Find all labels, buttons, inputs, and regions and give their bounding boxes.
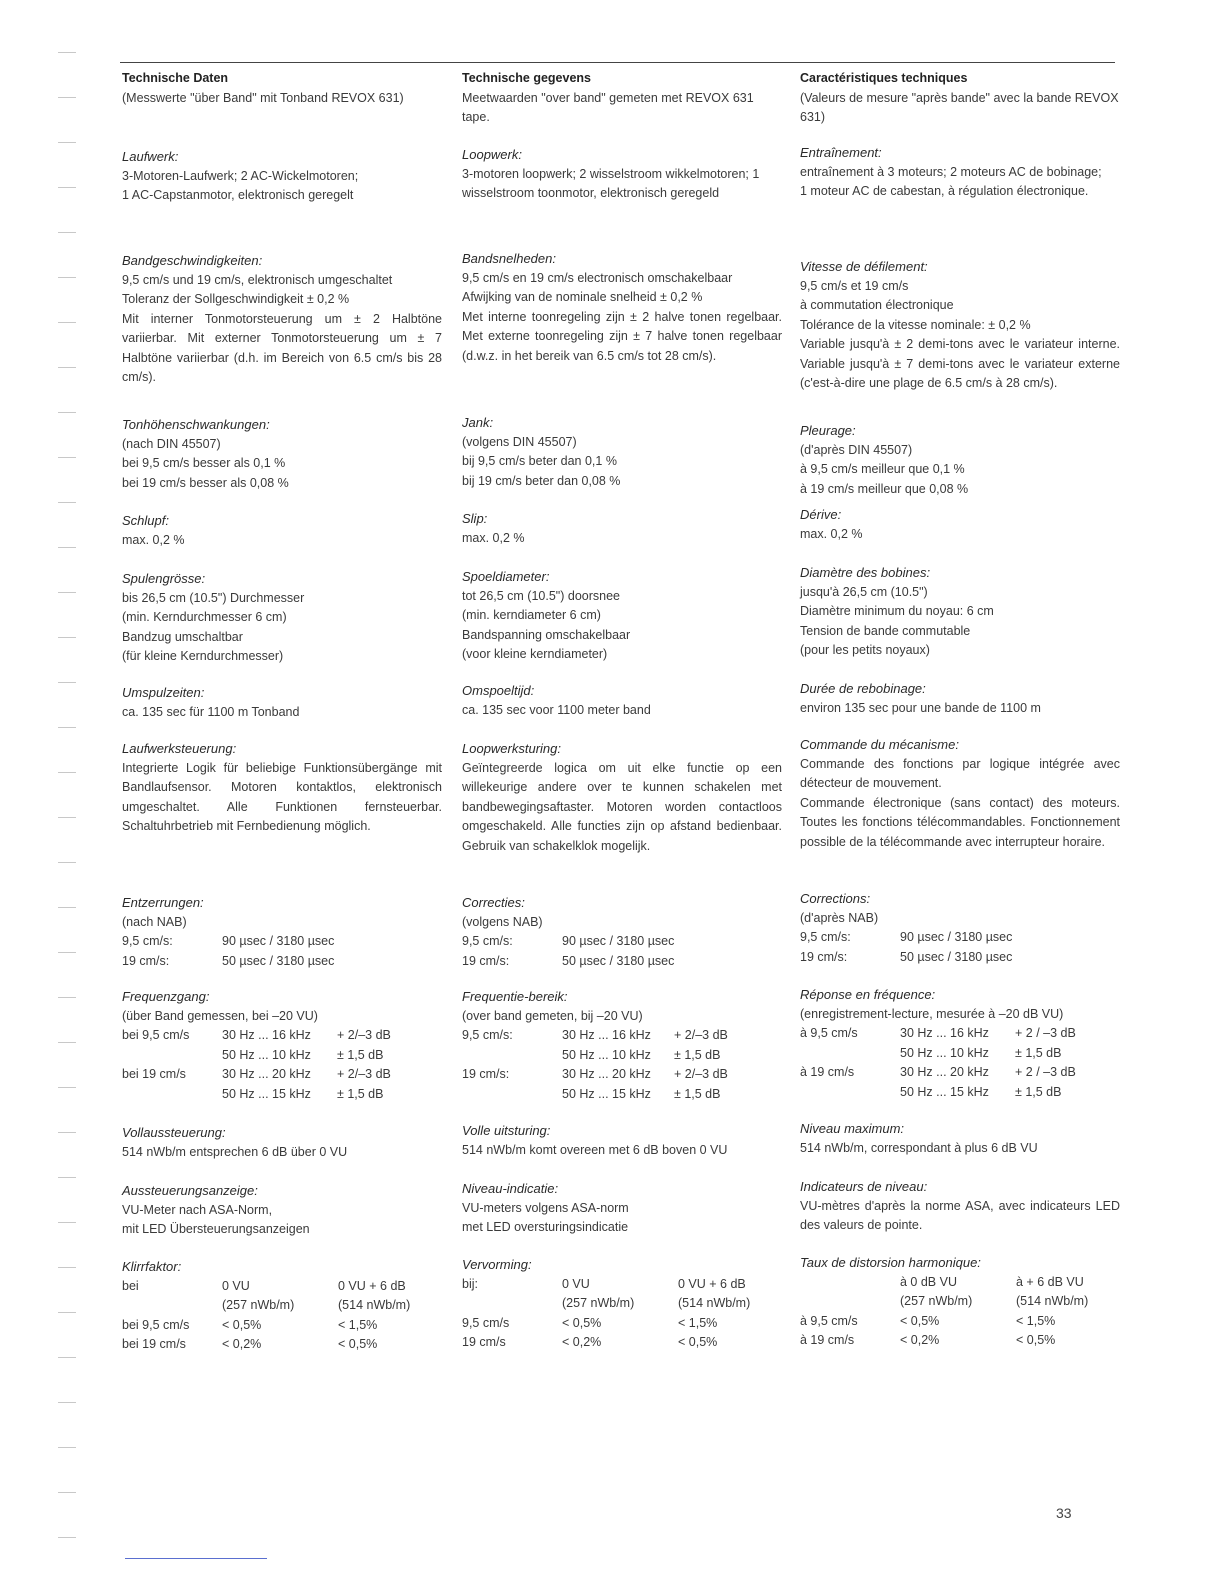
- margin-tick: [58, 277, 76, 278]
- table-cell: bei 19 cm/s: [122, 1337, 186, 1351]
- table-cell: 50 Hz ... 15 kHz: [222, 1086, 311, 1101]
- equalization-table: [122, 932, 334, 971]
- section-transport-control: [800, 735, 1120, 852]
- section-text: jusqu'à 26,5 cm (10.5") Diamètre minimum du noyau: 6 cm Tension de bande commutable (pour les petits noyaux): [800, 584, 994, 657]
- section-heading: Corrections:: [800, 891, 871, 906]
- table-cell: 9,5 cm/s:: [122, 934, 173, 948]
- table-cell: < 0,2%: [222, 1337, 262, 1351]
- table-cell: 19 cm/s:: [800, 949, 848, 964]
- section-heading: Indicateurs de niveau:: [800, 1179, 928, 1194]
- table-row: [122, 1085, 391, 1105]
- table-cell: [462, 1085, 562, 1105]
- section-subtext: (over band gemeten, bij –20 VU): [462, 1008, 643, 1023]
- table-cell: bei 19 cm/s: [122, 1067, 186, 1081]
- section-heading: Slip:: [462, 511, 488, 526]
- section-distortion: [800, 1253, 1120, 1351]
- column-title: Caractéristiques techniques: [800, 71, 968, 85]
- section-text: 514 nWb/m entsprechen 6 dB über 0 VU: [122, 1144, 348, 1159]
- section-text: (nach DIN 45507) bei 9,5 cm/s besser als 0,1 % bei 19 cm/s besser als 0,08 %: [122, 436, 289, 490]
- margin-tick: [58, 412, 76, 413]
- table-cell: < 0,5%: [338, 1337, 378, 1351]
- margin-tick: [58, 1177, 76, 1178]
- page-number: 33: [1056, 1505, 1072, 1521]
- section-subtext: (nach NAB): [122, 914, 187, 929]
- margin-tick: [58, 592, 76, 593]
- table-cell: à 9,5 cm/s: [800, 1026, 858, 1040]
- section-rewind-time: [122, 683, 442, 722]
- table-row: [462, 1314, 750, 1334]
- section-heading: Volle uitsturing:: [462, 1123, 551, 1138]
- table-cell: < 1,5%: [1016, 1313, 1056, 1328]
- section-heading: Vervorming:: [462, 1257, 532, 1272]
- margin-tick: [58, 502, 76, 503]
- margin-tick: [58, 1357, 76, 1358]
- section-heading: Correcties:: [462, 895, 525, 910]
- section-equalization: [800, 889, 1120, 967]
- section-text: environ 135 sec pour une bande de 1100 m: [800, 700, 1041, 715]
- section-text: Geïntegreerde logica om uit elke functie op een willekeurige andere over te kunnen schakelen met bandbewegingsaftaster. Motoren worden contactloos omgeschakeld. Alle functies zijn op afstand bedienbaar. Gebruik van schakelklok mogelijk.: [462, 760, 782, 853]
- section-drive: [800, 143, 1120, 202]
- section-heading: Umspulzeiten:: [122, 685, 205, 700]
- table-cell: [800, 1044, 900, 1064]
- table-cell: + 2/–3 dB: [337, 1028, 391, 1042]
- margin-tick: [58, 727, 76, 728]
- table-row: [462, 1085, 728, 1105]
- table-cell: 19 cm/s:: [462, 1067, 510, 1081]
- distortion-table: [800, 1273, 1088, 1351]
- table-cell: 30 Hz ... 20 kHz: [222, 1067, 311, 1081]
- distortion-table: [122, 1277, 410, 1355]
- margin-tick: [58, 1267, 76, 1268]
- margin-tick: [58, 1222, 76, 1223]
- section-heading: Frequentie-bereik:: [462, 989, 568, 1004]
- table-cell: à 9,5 cm/s: [800, 1313, 858, 1328]
- margin-tick: [58, 142, 76, 143]
- section-frequency-response: [122, 987, 442, 1104]
- table-row: [800, 948, 1012, 968]
- table-cell: ± 1,5 dB: [337, 1047, 384, 1062]
- section-heading: Laufwerk:: [122, 149, 179, 164]
- table-cell: [122, 1085, 222, 1105]
- section-text: Integrierte Logik für beliebige Funktionsübergänge mit Bandlaufsensor. Motoren kontaktlos, elektronisch umgeschaltet. Alle Funktionen fernsteuerbar. Schaltuhrbetrieb mit Fernbedienung möglich.: [122, 760, 442, 833]
- section-frequency-response: [462, 987, 782, 1104]
- table-cell: 19 cm/s:: [122, 953, 170, 968]
- section-text: VU-meters volgens ASA-norm met LED oversturingsindicatie: [462, 1200, 629, 1234]
- table-cell: 19 cm/s: [462, 1335, 506, 1349]
- margin-tick: [58, 367, 76, 368]
- table-cell: à 0 dB VU (257 nWb/m): [900, 1274, 973, 1308]
- margin-tick: [58, 1087, 76, 1088]
- section-heading: Taux de distorsion harmonique:: [800, 1255, 981, 1270]
- section-heading: Commande du mécanisme:: [800, 737, 959, 752]
- section-text: Commande des fonctions par logique intégrée avec détecteur de mouvement. Commande électronique (sans contact) des moteurs. Toutes les fonctions télécommandables. Fonctionnement possible de la télécommande avec interrupteur horaire.: [800, 756, 1120, 849]
- section-drive: [122, 147, 442, 206]
- margin-tick: [58, 1447, 76, 1448]
- table-cell: < 0,2%: [900, 1333, 940, 1347]
- section-text: VU-mètres d'après la norme ASA, avec indicateurs LED des valeurs de pointe.: [800, 1198, 1120, 1232]
- table-cell: ± 1,5 dB: [337, 1086, 384, 1101]
- margin-tick: [58, 547, 76, 548]
- section-heading: Dérive:: [800, 507, 842, 522]
- table-cell: 9,5 cm/s:: [800, 930, 851, 944]
- section-subtext: (d'après NAB): [800, 910, 879, 925]
- section-max-level: [122, 1123, 442, 1162]
- table-row: [462, 1275, 750, 1314]
- section-heading: Bandsnelheden:: [462, 251, 556, 266]
- table-cell: ± 1,5 dB: [1015, 1084, 1062, 1099]
- table-cell: 50 Hz ... 15 kHz: [562, 1086, 651, 1101]
- table-cell: à 19 cm/s: [800, 1065, 855, 1079]
- column-title: Technische gegevens: [462, 71, 591, 85]
- table-cell: 90 µsec / 3180 µsec: [900, 930, 1013, 944]
- table-cell: 50 Hz ... 15 kHz: [900, 1084, 989, 1099]
- margin-tick: [58, 682, 76, 683]
- table-cell: [800, 1083, 900, 1103]
- table-cell: [122, 1046, 222, 1066]
- table-row: [462, 1026, 728, 1046]
- table-cell: 30 Hz ... 20 kHz: [900, 1065, 989, 1079]
- table-cell: < 0,2%: [562, 1335, 602, 1349]
- table-cell: 0 VU (257 nWb/m): [222, 1278, 295, 1312]
- section-subtext: (volgens NAB): [462, 914, 543, 929]
- table-row: [462, 1046, 728, 1066]
- table-row: [800, 1024, 1076, 1044]
- section-heading: Tonhöhenschwankungen:: [122, 417, 270, 432]
- margin-tick: [58, 772, 76, 773]
- table-cell: < 0,5%: [678, 1335, 718, 1349]
- section-wow-flutter: [122, 415, 442, 493]
- section-heading: Aussteuerungsanzeige:: [122, 1183, 258, 1198]
- section-tape-speeds: [462, 249, 782, 366]
- section-slip: [800, 505, 1120, 544]
- section-heading: Diamètre des bobines:: [800, 565, 931, 580]
- section-heading: Jank:: [462, 415, 494, 430]
- table-cell: < 0,5%: [900, 1313, 940, 1328]
- section-heading: Vollaussteuerung:: [122, 1125, 226, 1140]
- table-cell: ± 1,5 dB: [674, 1086, 721, 1101]
- table-cell: 9,5 cm/s: [462, 1315, 510, 1330]
- section-heading: Niveau-indicatie:: [462, 1181, 559, 1196]
- table-cell: 0 VU + 6 dB (514 nWb/m): [338, 1278, 411, 1312]
- header-rule: [120, 62, 1115, 63]
- section-heading: Entraînement:: [800, 145, 882, 160]
- table-row: [122, 1026, 391, 1046]
- table-cell: 90 µsec / 3180 µsec: [222, 934, 335, 948]
- section-text: 3-Motoren-Laufwerk; 2 AC-Wickelmotoren; 1 AC-Capstanmotor, elektronisch geregelt: [122, 168, 359, 202]
- table-row: [122, 1335, 410, 1355]
- section-drive: [462, 145, 782, 204]
- table-row: [462, 952, 674, 972]
- section-heading: Omspoeltijd:: [462, 683, 535, 698]
- table-cell: 30 Hz ... 20 kHz: [562, 1067, 651, 1081]
- table-row: [122, 932, 334, 952]
- table-cell: < 0,5%: [562, 1315, 602, 1330]
- section-text: 514 nWb/m komt overeen met 6 dB boven 0 VU: [462, 1142, 728, 1157]
- section-text: ca. 135 sec voor 1100 meter band: [462, 702, 651, 717]
- table-cell: 9,5 cm/s:: [462, 1028, 513, 1042]
- section-text: bis 26,5 cm (10.5") Durchmesser (min. Kerndurchmesser 6 cm) Bandzug umschaltbar (für kleine Kerndurchmesser): [122, 590, 305, 663]
- table-cell: ± 1,5 dB: [1015, 1045, 1062, 1060]
- margin-tick: [58, 1132, 76, 1133]
- table-cell: 90 µsec / 3180 µsec: [562, 934, 675, 948]
- table-row: [122, 1046, 391, 1066]
- table-row: [800, 1044, 1076, 1064]
- equalization-table: [800, 928, 1012, 967]
- table-cell: < 1,5%: [338, 1317, 378, 1332]
- margin-tick: [58, 1042, 76, 1043]
- table-cell: 50 Hz ... 10 kHz: [900, 1045, 989, 1060]
- margin-tick: [58, 232, 76, 233]
- section-text: 514 nWb/m, correspondant à plus 6 dB VU: [800, 1140, 1038, 1155]
- table-cell: 50 µsec / 3180 µsec: [900, 949, 1013, 964]
- section-wow-flutter: [800, 421, 1120, 499]
- table-row: [800, 1063, 1076, 1083]
- footer-rule: [125, 1558, 267, 1559]
- section-heading: Réponse en fréquence:: [800, 987, 936, 1002]
- section-level-indicator: [462, 1179, 782, 1238]
- section-heading: Pleurage:: [800, 423, 856, 438]
- table-cell: 30 Hz ... 16 kHz: [562, 1028, 651, 1042]
- table-cell: bij:: [462, 1276, 478, 1291]
- section-text: 9,5 cm/s en 19 cm/s electronisch omschakelbaar Afwijking van de nominale snelheid ± 0,2 % Met interne toonregeling zijn ± 2 halve tonen regelbaar. Met externe toonregeling zijn ± 7 halve tonen regelbaar (d.w.z. in het bereik van 6.5 cm/s tot 28 cm/s).: [462, 270, 782, 363]
- section-heading: Spulengrösse:: [122, 571, 206, 586]
- margin-tick: [58, 322, 76, 323]
- section-slip: [122, 511, 442, 550]
- section-reel-size: [462, 567, 782, 665]
- section-rewind-time: [800, 679, 1120, 718]
- section-text: 9,5 cm/s et 19 cm/s à commutation électronique Tolérance de la vitesse nominale: ± 0,2 % Variable jusqu'à ± 2 demi-tons avec le variateur interne. Variable jusqu'à ± 7 demi-tons avec le variateur externe (c'est-à-dire une plage de 6.5 cm/s à 28 cm/s).: [800, 278, 1120, 390]
- frequency-table: [462, 1026, 728, 1104]
- table-cell: + 2 / –3 dB: [1015, 1065, 1076, 1079]
- section-reel-size: [800, 563, 1120, 661]
- table-cell: 50 Hz ... 10 kHz: [562, 1047, 651, 1062]
- section-text: 3-motoren loopwerk; 2 wisselstroom wikkelmotoren; 1 wisselstroom toonmotor, elektronisch geregeld: [462, 166, 760, 200]
- table-cell: à + 6 dB VU (514 nWb/m): [1016, 1274, 1089, 1308]
- table-row: [800, 1273, 1088, 1312]
- table-cell: 50 Hz ... 10 kHz: [222, 1047, 311, 1062]
- margin-tick: [58, 1492, 76, 1493]
- table-cell: 9,5 cm/s:: [462, 934, 513, 948]
- margin-tick-marks: [58, 0, 78, 1584]
- margin-tick: [58, 97, 76, 98]
- section-heading: Schlupf:: [122, 513, 169, 528]
- section-reel-size: [122, 569, 442, 667]
- section-level-indicator: [800, 1177, 1120, 1236]
- table-cell: < 0,5%: [1016, 1333, 1056, 1347]
- section-heading: Bandgeschwindigkeiten:: [122, 253, 263, 268]
- table-row: [462, 1065, 728, 1085]
- table-cell: 0 VU (257 nWb/m): [562, 1276, 635, 1310]
- section-distortion: [122, 1257, 442, 1355]
- table-cell: 0 VU + 6 dB (514 nWb/m): [678, 1276, 751, 1310]
- margin-tick: [58, 952, 76, 953]
- margin-tick: [58, 907, 76, 908]
- margin-tick: [58, 457, 76, 458]
- section-title: [800, 69, 1120, 128]
- table-cell: bei 9,5 cm/s: [122, 1028, 190, 1042]
- section-text: ca. 135 sec für 1100 m Tonband: [122, 704, 300, 719]
- column-title: Technische Daten: [122, 71, 229, 85]
- table-cell: < 1,5%: [678, 1315, 718, 1330]
- frequency-table: [800, 1024, 1076, 1102]
- table-cell: 50 µsec / 3180 µsec: [222, 953, 335, 968]
- section-text: max. 0,2 %: [800, 526, 863, 541]
- margin-tick: [58, 637, 76, 638]
- section-subtext: (enregistrement-lecture, mesurée à –20 dB VU): [800, 1006, 1064, 1021]
- section-tape-speeds: [122, 251, 442, 388]
- table-row: [800, 928, 1012, 948]
- section-max-level: [462, 1121, 782, 1160]
- table-row: [462, 1333, 750, 1353]
- distortion-table: [462, 1275, 750, 1353]
- section-heading: Durée de rebobinage:: [800, 681, 926, 696]
- table-row: [122, 1277, 410, 1316]
- section-wow-flutter: [462, 413, 782, 491]
- section-text: (volgens DIN 45507) bij 9,5 cm/s beter dan 0,1 % bij 19 cm/s beter dan 0,08 %: [462, 434, 621, 488]
- margin-tick: [58, 817, 76, 818]
- section-equalization: [122, 893, 442, 971]
- column-subtitle: Meetwaarden "over band" gemeten met REVOX 631 tape.: [462, 90, 754, 124]
- section-frequency-response: [800, 985, 1120, 1102]
- table-cell: ± 1,5 dB: [674, 1047, 721, 1062]
- table-row: [122, 1316, 410, 1336]
- table-cell: [800, 1273, 900, 1312]
- table-cell: [462, 1046, 562, 1066]
- table-row: [122, 1065, 391, 1085]
- table-cell: + 2/–3 dB: [674, 1028, 728, 1042]
- section-heading: Frequenzgang:: [122, 989, 210, 1004]
- section-heading: Entzerrungen:: [122, 895, 204, 910]
- margin-tick: [58, 1312, 76, 1313]
- table-row: [800, 1331, 1088, 1351]
- table-row: [462, 932, 674, 952]
- section-title: [122, 69, 442, 108]
- table-row: [122, 952, 334, 972]
- section-heading: Spoeldiameter:: [462, 569, 550, 584]
- table-cell: + 2/–3 dB: [337, 1067, 391, 1081]
- margin-tick: [58, 52, 76, 53]
- section-heading: Laufwerksteuerung:: [122, 741, 237, 756]
- section-heading: Loopwerksturing:: [462, 741, 561, 756]
- section-text: max. 0,2 %: [122, 532, 185, 547]
- margin-tick: [58, 997, 76, 998]
- table-cell: 30 Hz ... 16 kHz: [900, 1026, 989, 1040]
- table-cell: + 2 / –3 dB: [1015, 1026, 1076, 1040]
- section-text: VU-Meter nach ASA-Norm, mit LED Übersteuerungsanzeigen: [122, 1202, 310, 1236]
- section-tape-speeds: [800, 257, 1120, 394]
- table-cell: 19 cm/s:: [462, 953, 510, 968]
- frequency-table: [122, 1026, 391, 1104]
- section-heading: Vitesse de défilement:: [800, 259, 928, 274]
- section-transport-control: [462, 739, 782, 856]
- section-rewind-time: [462, 681, 782, 720]
- table-cell: 30 Hz ... 16 kHz: [222, 1028, 311, 1042]
- margin-tick: [58, 1537, 76, 1538]
- section-distortion: [462, 1255, 782, 1353]
- margin-tick: [58, 1402, 76, 1403]
- table-row: [800, 1083, 1076, 1103]
- section-heading: Klirrfaktor:: [122, 1259, 182, 1274]
- section-text: max. 0,2 %: [462, 530, 525, 545]
- section-subtext: (über Band gemessen, bei –20 VU): [122, 1008, 318, 1023]
- margin-tick: [58, 187, 76, 188]
- section-text: tot 26,5 cm (10.5") doorsnee (min. kerndiameter 6 cm) Bandspanning omschakelbaar (voor kleine kerndiameter): [462, 588, 631, 661]
- section-level-indicator: [122, 1181, 442, 1240]
- section-max-level: [800, 1119, 1120, 1158]
- section-title: [462, 69, 782, 128]
- section-text: entraînement à 3 moteurs; 2 moteurs AC de bobinage; 1 moteur AC de cabestan, à régulation électronique.: [800, 164, 1102, 198]
- table-cell: bei: [122, 1278, 139, 1293]
- section-heading: Loopwerk:: [462, 147, 522, 162]
- section-heading: Niveau maximum:: [800, 1121, 905, 1136]
- table-cell: + 2/–3 dB: [674, 1067, 728, 1081]
- table-cell: bei 9,5 cm/s: [122, 1317, 190, 1332]
- column-subtitle: (Messwerte "über Band" mit Tonband REVOX 631): [122, 90, 404, 105]
- column-subtitle: (Valeurs de mesure "après bande" avec la bande REVOX 631): [800, 90, 1119, 124]
- section-slip: [462, 509, 782, 548]
- section-transport-control: [122, 739, 442, 837]
- table-cell: 50 µsec / 3180 µsec: [562, 953, 675, 968]
- section-text: 9,5 cm/s und 19 cm/s, elektronisch umgeschaltet Toleranz der Sollgeschwindigkeit ± 0,2 % Mit interner Tonmotorsteuerung um ± 2 Halbtöne variierbar. Mit externer Tonmotorsteuerung um ± 7 Halbtöne variierbar (d.h. im Bereich von 6.5 cm/s bis 28 cm/s).: [122, 272, 442, 384]
- section-equalization: [462, 893, 782, 971]
- margin-tick: [58, 862, 76, 863]
- table-cell: < 0,5%: [222, 1317, 262, 1332]
- equalization-table: [462, 932, 674, 971]
- section-text: (d'après DIN 45507) à 9,5 cm/s meilleur que 0,1 % à 19 cm/s meilleur que 0,08 %: [800, 442, 969, 496]
- table-row: [800, 1312, 1088, 1332]
- table-cell: à 19 cm/s: [800, 1333, 855, 1347]
